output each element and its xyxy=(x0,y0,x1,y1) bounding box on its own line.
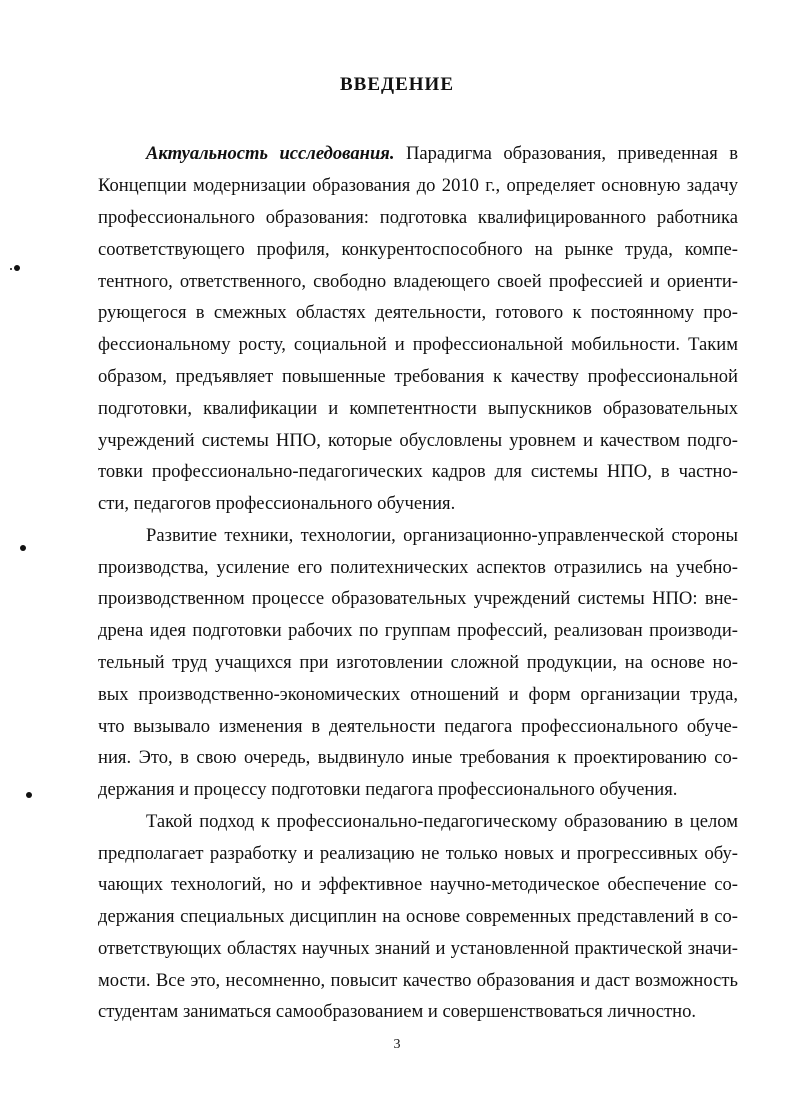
paragraph-line: рующегося в смежных областях деятельности, готового к постоянному про- xyxy=(98,302,738,323)
scan-speck xyxy=(26,792,32,798)
scan-speck xyxy=(14,265,20,271)
paragraph-line: держания специальных дисциплин на основе современных представлений в со- xyxy=(98,906,738,927)
paragraph-line: держания и процессу подготовки педагога профессионального обучения. xyxy=(98,779,678,800)
paragraph-line: производственном процессе образовательных учреждений системы НПО: вне- xyxy=(98,588,738,609)
page-title: ВВЕДЕНИЕ xyxy=(340,74,454,95)
paragraph-text: Парадигма образования, приведенная в xyxy=(394,143,739,164)
paragraph-line: дрена идея подготовки рабочих по группам профессий, реализован производи- xyxy=(98,620,738,641)
paragraph-line: мости. Все это, несомненно, повысит качество образования и даст возможность xyxy=(98,970,738,991)
paragraph-line: образом, предъявляет повышенные требования к качеству профессиональной xyxy=(98,366,738,387)
paragraph-line: Концепции модернизации образования до 2010 г., определяет основную задачу xyxy=(98,175,738,196)
paragraph-line: учреждений системы НПО, которые обусловлены уровнем и качеством подго- xyxy=(98,430,738,451)
paragraph-line: ния. Это, в свою очередь, выдвинуло иные требования к проектированию со- xyxy=(98,747,738,768)
page-number: 3 xyxy=(393,1037,401,1052)
paragraph-line xyxy=(146,141,738,167)
paragraph-line: подготовки, квалификации и компетентности выпускников образовательных xyxy=(98,398,738,419)
paragraph-line: Такой подход к профессионально-педагогическому образованию в целом xyxy=(146,811,738,832)
paragraph-line: товки профессионально-педагогических кадров для системы НПО, в частно- xyxy=(98,461,738,482)
paragraph-line: чающих технологий, но и эффективное научно-методическое обеспечение со- xyxy=(98,874,738,895)
paragraph-line: студентам заниматься самообразованием и совершенствоваться личностно. xyxy=(98,1001,697,1022)
paragraph-line: соответствующего профиля, конкурентоспособного на рынке труда, компе- xyxy=(98,239,738,260)
paragraph-line: Развитие техники, технологии, организационно-управленческой стороны xyxy=(146,525,738,546)
paragraph-line: производства, усиление его политехнических аспектов отразились на учебно- xyxy=(98,557,738,578)
paragraph-line: что вызывало изменения в деятельности педагога профессионального обуче- xyxy=(98,716,738,737)
paragraph-line: тентного, ответственного, свободно владеющего своей профессией и ориенти- xyxy=(98,271,738,292)
scan-speck xyxy=(10,268,12,270)
scan-speck xyxy=(20,545,26,551)
paragraph-line: профессионального образования: подготовка квалифицированного работника xyxy=(98,207,738,228)
paragraph-line: тельный труд учащихся при изготовлении сложной продукции, на основе но- xyxy=(98,652,738,673)
paragraph-lead: Актуальность исследования. xyxy=(146,143,395,164)
paragraph-line: предполагает разработку и реализацию не только новых и прогрессивных обу- xyxy=(98,843,738,864)
paragraph-line: сти, педагогов профессионального обучения. xyxy=(98,493,456,514)
paragraph-line: фессиональному росту, социальной и профессиональной мобильности. Таким xyxy=(98,334,738,355)
paragraph-line: ответствующих областях научных знаний и установленной практической значи- xyxy=(98,938,738,959)
paragraph-line: вых производственно-экономических отношений и форм организации труда, xyxy=(98,684,738,705)
